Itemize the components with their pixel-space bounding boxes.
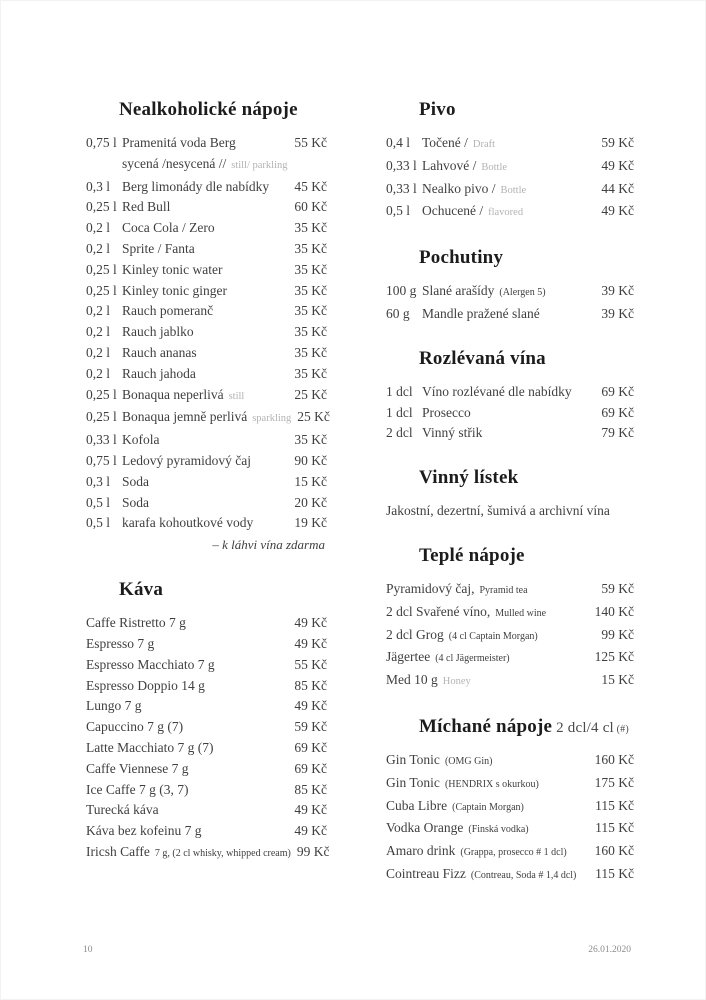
menu-item-row	[386, 750, 634, 773]
item-price: 49 Kč	[601, 157, 634, 173]
menu-item-row	[86, 800, 327, 821]
menu-item-row	[86, 260, 327, 281]
item-name: 2 dcl Grog	[386, 626, 444, 642]
menu-item-row	[86, 430, 327, 451]
item-quantity: 60 g	[386, 305, 410, 321]
menu-item-row	[86, 842, 330, 865]
item-quantity: 0,25 l	[86, 386, 117, 402]
item-price: 160 Kč	[594, 751, 634, 767]
menu-item-row	[86, 676, 327, 697]
item-quantity: 0,33 l	[86, 432, 117, 448]
item-price: 39 Kč	[601, 283, 634, 299]
menu-section	[386, 99, 634, 224]
menu-item-row	[86, 177, 327, 198]
menu-item-row	[386, 773, 634, 796]
menu-item-row	[386, 647, 634, 670]
menu-item-row	[86, 451, 327, 472]
menu-item-row	[386, 670, 634, 693]
item-detail: (Contreau, Soda # 1,4 dcl)	[470, 869, 577, 881]
item-price: 90 Kč	[294, 452, 327, 468]
item-name: Bonaqua jemně perlivá	[122, 409, 248, 425]
item-name: Kinley tonic ginger	[122, 282, 227, 298]
item-price: 35 Kč	[294, 261, 327, 277]
menu-item-row	[86, 385, 327, 408]
item-price: 35 Kč	[294, 344, 327, 360]
menu-item-row	[86, 655, 327, 676]
menu-item-row	[386, 602, 634, 625]
menu-item-row	[386, 796, 634, 819]
item-quantity: 0,2 l	[86, 324, 111, 340]
item-price: 49 Kč	[294, 615, 327, 631]
menu-section	[386, 348, 634, 444]
item-detail: (4 cl Captain Morgan)	[448, 630, 538, 642]
menu-item-row	[386, 501, 634, 522]
item-name: Rauch jablko	[122, 324, 194, 340]
menu-item-row	[86, 197, 327, 218]
item-price: 99 Kč	[601, 626, 634, 642]
menu-item-row	[86, 407, 330, 430]
item-name: Caffe Ristretto 7 g	[86, 615, 186, 631]
item-price: 175 Kč	[594, 774, 634, 790]
menu-section	[386, 247, 634, 325]
item-quantity: 0,75 l	[86, 452, 117, 468]
menu-item-row	[386, 841, 634, 864]
item-name: Rauch ananas	[122, 344, 197, 360]
item-detail: (OMG Gin)	[444, 755, 493, 767]
item-price: 49 Kč	[601, 203, 634, 219]
item-price: 99 Kč	[296, 843, 330, 859]
item-price: 160 Kč	[594, 843, 634, 859]
item-price: 85 Kč	[294, 781, 327, 797]
item-price: 35 Kč	[294, 240, 327, 256]
menu-item-row	[386, 625, 634, 648]
item-name: Bonaqua neperlivá	[122, 386, 224, 402]
item-name: Vinný střik	[422, 425, 483, 441]
menu-item-row	[86, 613, 327, 634]
section-title: Káva	[119, 579, 164, 601]
item-price: 59 Kč	[294, 719, 327, 735]
section-title: Pivo	[419, 99, 456, 120]
menu-item-row	[86, 513, 327, 534]
item-quantity: 0,2 l	[86, 240, 111, 256]
item-detail: 7 g, (2 cl whisky, whipped cream)	[154, 847, 291, 859]
menu-item-row	[86, 717, 327, 738]
item-price: 55 Kč	[294, 656, 327, 672]
menu-item-row	[386, 818, 634, 841]
item-name: Rauch jahoda	[122, 365, 196, 381]
item-price: 115 Kč	[595, 865, 634, 881]
section-title: Vinný lístek	[419, 467, 519, 489]
item-name: Red Bull	[122, 199, 171, 215]
item-name: Cuba Libre	[386, 797, 448, 813]
menu-item-row	[86, 493, 327, 514]
item-price: 19 Kč	[294, 515, 327, 531]
item-detail: (Alergen 5)	[499, 287, 546, 299]
item-note: sparkling	[252, 413, 292, 425]
section-title: Rozlévaná vína	[419, 347, 546, 369]
item-name: Pramenitá voda Berg	[122, 135, 236, 150]
item-name: Latte Macchiato 7 g (7)	[86, 739, 214, 755]
item-price: 115 Kč	[595, 820, 634, 836]
item-detail: (4 cl Jägermeister)	[435, 653, 510, 665]
item-note: flavored	[488, 207, 524, 219]
item-name: Cointreau Fizz	[386, 865, 466, 881]
item-quantity: 0,33 l	[386, 180, 417, 196]
item-price: 125 Kč	[594, 649, 634, 665]
item-name: Pyramidový čaj,	[386, 580, 475, 596]
item-name: Mandle pražené slané	[422, 305, 540, 321]
menu-item-row	[86, 634, 327, 655]
item-quantity: 100 g	[386, 283, 417, 299]
item-name: Soda	[122, 494, 149, 510]
item-quantity: 0,33 l	[386, 157, 417, 173]
item-price: 49 Kč	[294, 698, 327, 714]
page-number: 10	[83, 945, 93, 955]
item-detail: Mulled wine	[495, 607, 547, 619]
item-name: Lungo 7 g	[86, 698, 142, 714]
item-price: 49 Kč	[294, 635, 327, 651]
section-title: Nealkoholické nápoje	[119, 99, 298, 120]
menu-item-row	[86, 472, 327, 493]
item-name: 2 dcl Svařené víno,	[386, 603, 491, 619]
item-price: 35 Kč	[294, 365, 327, 381]
item-quantity: 2 dcl	[386, 425, 413, 441]
menu-item-row	[386, 156, 634, 179]
menu-section	[86, 99, 330, 556]
menu-item-row	[86, 821, 327, 842]
item-price: 69 Kč	[294, 760, 327, 776]
item-name: Capuccino 7 g (7)	[86, 719, 184, 735]
item-quantity: 0,5 l	[86, 515, 111, 531]
item-detail: (Grappa, prosecco # 1 dcl)	[460, 847, 567, 859]
item-name: Lahvové /	[422, 157, 477, 173]
item-note: still/ parkling	[231, 159, 288, 171]
menu-item-row	[86, 696, 327, 717]
item-price: 35 Kč	[294, 282, 327, 298]
item-name: Víno rozlévané dle nabídky	[422, 383, 572, 399]
item-quantity: 0,25 l	[86, 409, 117, 425]
item-name: Nealko pivo /	[422, 180, 496, 196]
item-price: 69 Kč	[294, 739, 327, 755]
item-name: Caffe Viennese 7 g	[86, 760, 189, 776]
item-price: 140 Kč	[594, 603, 634, 619]
item-price: 35 Kč	[294, 432, 327, 448]
menu-item-row	[386, 281, 634, 304]
item-quantity: 0,3 l	[86, 178, 111, 194]
item-quantity: 1 dcl	[386, 383, 413, 399]
item-name: Jägertee	[386, 649, 431, 665]
item-name: Soda	[122, 473, 149, 489]
item-name: Sprite / Fanta	[122, 240, 195, 256]
item-name: Ledový pyramidový čaj	[122, 452, 251, 468]
item-name: Turecká káva	[86, 802, 159, 818]
item-note: Bottle	[500, 184, 527, 196]
item-name: Espresso Doppio 14 g	[86, 677, 205, 693]
item-price: 55 Kč	[294, 135, 327, 150]
item-name: Slané arašídy	[422, 283, 495, 299]
menu-section	[86, 579, 330, 865]
item-price: 69 Kč	[601, 404, 634, 420]
item-quantity: 0,5 l	[386, 203, 411, 219]
section-title-suffix: 2 dcl/4 cl	[552, 719, 614, 736]
item-quantity: 0,25 l	[86, 261, 117, 277]
item-price: 49 Kč	[294, 823, 327, 839]
item-price: 79 Kč	[601, 425, 634, 441]
item-price: 44 Kč	[601, 180, 634, 196]
item-name: Coca Cola / Zero	[122, 220, 215, 236]
menu-item-row	[86, 218, 327, 239]
item-name: Prosecco	[422, 404, 471, 420]
item-name: Gin Tonic	[386, 751, 440, 767]
item-quantity: 0,3 l	[86, 473, 111, 489]
item-quantity: 0,2 l	[86, 220, 111, 236]
menu-item-row	[386, 423, 634, 444]
item-name: Jakostní, dezertní, šumivá a archivní vína	[386, 503, 610, 519]
menu-item-row	[386, 579, 634, 602]
item-name: Ochucené /	[422, 203, 484, 219]
menu-item-row	[386, 403, 634, 424]
item-name: Gin Tonic	[386, 774, 440, 790]
item-quantity: 0,4 l	[386, 135, 411, 150]
menu-item-row	[86, 759, 327, 780]
item-name: Berg limonády dle nabídky	[122, 178, 270, 194]
menu-item-row	[386, 201, 634, 224]
item-name: Kofola	[122, 432, 160, 448]
item-price: 59 Kč	[601, 580, 634, 596]
section-footnote: – k láhvi vína zdarma	[212, 537, 325, 553]
item-note: Bottle	[481, 161, 508, 173]
menu-item-row	[386, 304, 634, 325]
menu-section	[386, 716, 634, 887]
menu-item-row	[86, 239, 327, 260]
item-note: Draft	[472, 139, 496, 150]
item-quantity: 0,2 l	[86, 365, 111, 381]
item-quantity: 0,2 l	[86, 303, 111, 319]
item-note: still	[228, 390, 245, 402]
menu-item-row	[86, 133, 327, 154]
page-date: 26.01.2020	[588, 945, 631, 955]
item-quantity: 0,2 l	[86, 344, 111, 360]
item-name: Med 10 g	[386, 672, 438, 688]
right-column	[386, 99, 634, 887]
item-name: Espresso Macchiato 7 g	[86, 656, 215, 672]
item-price: 45 Kč	[294, 178, 327, 194]
item-name: sycená /nesycená //	[122, 155, 227, 171]
item-price: 15 Kč	[294, 473, 327, 489]
item-name: Amaro drink	[386, 843, 456, 859]
item-price: 35 Kč	[294, 303, 327, 319]
item-price: 39 Kč	[601, 305, 634, 321]
item-quantity: 0,25 l	[86, 199, 117, 215]
item-price: 15 Kč	[601, 672, 634, 688]
section-title: Pochutiny	[419, 247, 504, 269]
item-name: Iricsh Caffe	[86, 843, 150, 859]
menu-item-row	[386, 179, 634, 202]
item-name: Ice Caffe 7 g (3, 7)	[86, 781, 189, 797]
item-detail: Pyramid tea	[479, 584, 528, 596]
item-price: 25 Kč	[294, 386, 327, 402]
item-price: 35 Kč	[294, 220, 327, 236]
menu-item-row	[386, 864, 634, 887]
section-title: Teplé nápoje	[419, 544, 525, 566]
menu-item-row	[386, 382, 634, 403]
item-detail: (Captain Morgan)	[452, 801, 524, 813]
item-quantity: 1 dcl	[386, 404, 413, 420]
item-detail: (HENDRIX s okurkou)	[444, 778, 539, 790]
menu-item-row	[86, 343, 327, 364]
section-title-note: (#)	[613, 723, 629, 735]
menu-section	[386, 545, 634, 693]
item-name: Káva bez kofeinu 7 g	[86, 823, 202, 839]
menu-item-row	[86, 322, 327, 343]
item-name: Kinley tonic water	[122, 261, 223, 277]
item-quantity: 0,5 l	[86, 494, 111, 510]
item-price: 20 Kč	[294, 494, 327, 510]
item-price: 85 Kč	[294, 677, 327, 693]
section-title: Míchané nápoje 2 dcl/4 cl (#)	[419, 715, 629, 737]
item-detail: (Finská vodka)	[468, 824, 529, 836]
item-name: Rauch pomeranč	[122, 303, 214, 319]
item-price: 59 Kč	[601, 135, 634, 150]
menu-item-row	[86, 364, 327, 385]
item-name: Točené /	[422, 135, 468, 150]
item-price: 69 Kč	[601, 383, 634, 399]
menu-item-row	[86, 154, 327, 177]
item-price: 60 Kč	[294, 199, 327, 215]
item-price: 115 Kč	[595, 797, 634, 813]
item-name: karafa kohoutkové vody	[122, 515, 254, 531]
item-price: 35 Kč	[294, 324, 327, 340]
menu-item-row	[386, 133, 634, 156]
menu-item-row	[86, 780, 327, 801]
item-name: Vodka Orange	[386, 820, 464, 836]
menu-item-row	[86, 738, 327, 759]
item-note: Honey	[442, 676, 471, 688]
menu-item-row	[86, 281, 327, 302]
menu-section	[386, 467, 634, 522]
left-column	[86, 99, 330, 865]
item-quantity: 0,25 l	[86, 282, 117, 298]
item-price: 25 Kč	[297, 409, 330, 425]
menu-item-row	[86, 301, 327, 322]
item-price: 49 Kč	[294, 802, 327, 818]
item-quantity: 0,75 l	[86, 135, 117, 150]
item-name: Espresso 7 g	[86, 635, 155, 651]
